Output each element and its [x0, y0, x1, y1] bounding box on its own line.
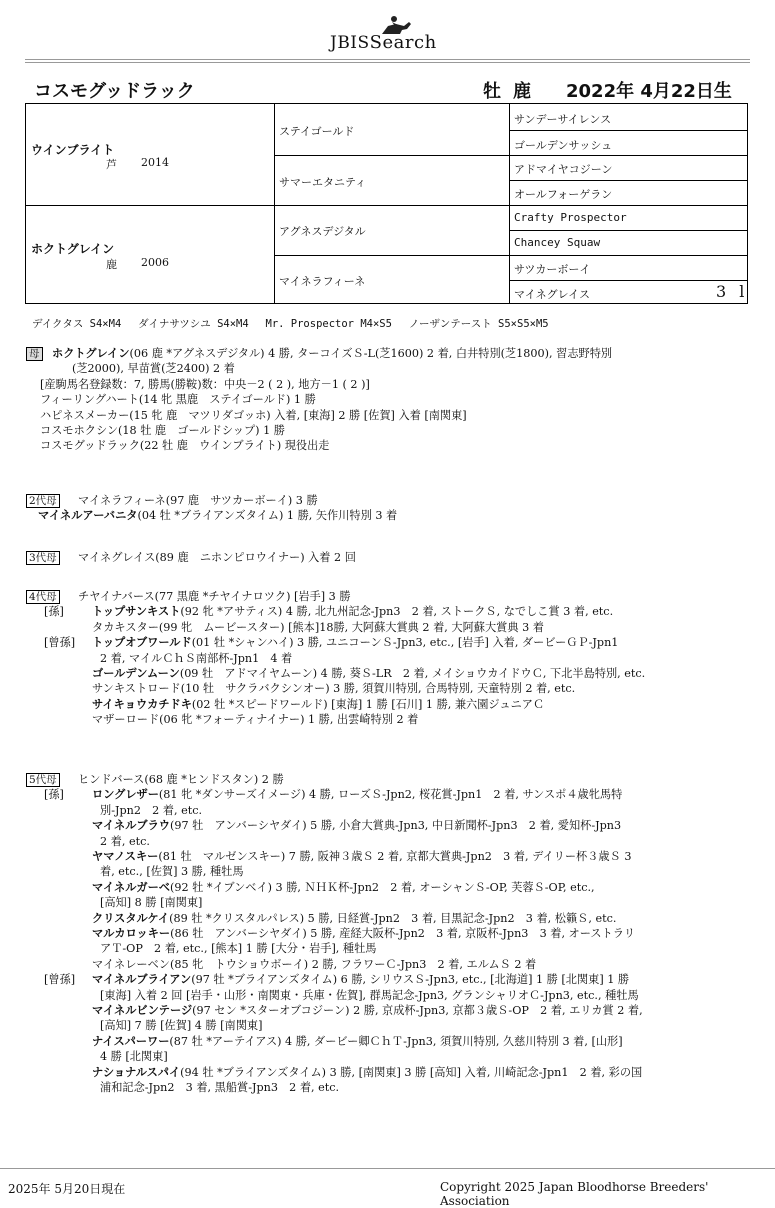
record-text: (81 牝 *ダンサーズイメージ) 4 勝, ローズＳ-Jpn2, 桜花賞-Jpn1 2 着, サンスポ４歳牝馬特: [158, 788, 623, 802]
record-line[interactable]: [52, 346, 612, 361]
record-line: [100, 941, 377, 956]
record-line: [40, 377, 370, 392]
record-line: [72, 361, 235, 376]
record-text: ヒンドバース(68 鹿 *ヒンドスタン) 2 勝: [78, 773, 284, 786]
record-line: [100, 988, 639, 1003]
record-text: タカキスター(99 牝 ムービースター) [熊本]18勝, 大阿蘇大賞典 2 着, 大阿蘇大賞典 3 着: [92, 620, 544, 634]
gen3-8[interactable]: マイネグレイス: [514, 288, 591, 301]
record-line[interactable]: [92, 926, 635, 941]
record-text: チヤイナバース(77 黒鹿 *チヤイナロツク) [岩手] 3 勝: [78, 590, 351, 603]
record-text: (02 牡 *スピードワールド) [東海] 1 勝 [石川] 1 勝, 兼六園ジュニアＣ: [191, 697, 545, 711]
horse-link[interactable]: クリスタルケイ: [92, 911, 170, 925]
record-line: [100, 1080, 339, 1095]
footer-copyright: Copyright 2025 Japan Bloodhorse Breeders' Association: [440, 1180, 709, 1208]
gen3-3[interactable]: アドマイヤコジーン: [514, 163, 613, 176]
record-text: (86 牡 アンバーシヤダイ) 5 勝, 産経大阪杯-Jpn2 3 着, 京阪杯-Jpn3 3 着, オーストラリ: [170, 927, 636, 940]
footer-date: 2025年 5月20日現在: [8, 1182, 126, 1196]
record-line[interactable]: [38, 508, 397, 523]
record-line: [100, 864, 244, 879]
record-text: マイネレーベン(85 牝 トウショウボーイ) 2 勝, フラワーＣ-Jpn3 2 着, エルムＳ 2 着: [92, 957, 537, 971]
gen3-2[interactable]: ゴールデンサッシュ: [514, 139, 613, 152]
record-line: [100, 834, 150, 849]
record-line: [40, 423, 285, 438]
record-text: コスモホクシン(18 牡 鹿 ゴールドシップ) 1 勝: [40, 424, 285, 437]
sire-name[interactable]: ウインブライト: [31, 143, 115, 157]
pedigree-table: [25, 103, 748, 304]
section-tag-label: 4代母: [26, 590, 60, 604]
record-text: 浦和記念-Jpn2 3 着, 黒船賞-Jpn3 2 着, etc.: [100, 1081, 340, 1094]
record-line: [100, 803, 202, 818]
logo-jbis: JBIS: [330, 33, 370, 53]
record-line[interactable]: [92, 787, 622, 802]
record-text: (09 牡 アドマイヤムーン) 4 勝, 葵Ｓ-LR 2 着, メイショウカイドウＣ, 下北半島特別, etc.: [179, 667, 646, 680]
horse-link[interactable]: ナイスパーワー: [92, 1034, 170, 1048]
record-line: [92, 620, 544, 635]
record-text: 4 勝 [北関東]: [100, 1050, 168, 1064]
record-text: コスモグッドラック(22 牡 鹿 ウインブライト) 現役出走: [40, 439, 330, 453]
record-text: (97 牡 アンバーシヤダイ) 5 勝, 小倉大賞典-Jpn3, 中日新聞杯-Jpn3 2 着, 愛知杯-Jpn3: [169, 819, 622, 833]
horse-link[interactable]: ナショナルスパイ: [92, 1065, 181, 1079]
section-tag-label: 母: [26, 347, 43, 361]
gen3-5[interactable]: Crafty Prospector: [514, 211, 627, 224]
gen3-6[interactable]: Chancey Squaw: [514, 236, 601, 249]
record-text: (94 牡 *ブライアンズタイム) 3 勝, [南関東] 3 勝 [高知] 入着, 川崎記念-Jpn1 2 着, 彩の国: [180, 1065, 643, 1079]
record-line: [92, 681, 575, 696]
record-line[interactable]: [92, 911, 616, 926]
record-text: (89 牡 *クリスタルパレス) 5 勝, 日経賞-Jpn2 3 着, 目黒記念-Jpn2 3 着, 松籟Ｓ, etc.: [169, 911, 617, 925]
section-tag: [26, 589, 66, 604]
gen2-sire-sire[interactable]: ステイゴールド: [279, 125, 355, 138]
record-text: マイネグレイス(89 鹿 ニホンピロウイナー) 入着 2 回: [78, 551, 356, 564]
logo-search: Search: [369, 32, 437, 53]
record-line[interactable]: [92, 849, 631, 864]
horse-link[interactable]: マイネルブラウ: [92, 819, 170, 833]
record-text: [東海] 入着 2 回 [岩手・山形・南関東・兵庫・佐賀], 群馬記念-Jpn3, グランシャリオＣ-Jpn3, etc., 種牡馬: [100, 988, 639, 1002]
horse-link[interactable]: ゴールデンムーン: [92, 667, 180, 680]
record-text: アＴ-OP 2 着, etc., [熊本] 1 勝 [大分・岩手], 種牡馬: [100, 942, 377, 956]
section-tag: [26, 772, 66, 787]
record-line: [100, 651, 292, 666]
record-line[interactable]: [92, 697, 544, 712]
record-line[interactable]: [92, 604, 613, 619]
record-line: [92, 712, 418, 727]
gen3-4[interactable]: オールフォーゲラン: [514, 188, 613, 201]
horse-link[interactable]: サイキョウカチドキ: [92, 697, 192, 711]
relation-prefix: [孫]: [44, 788, 64, 802]
section-tag: [26, 550, 66, 565]
horse-link[interactable]: トップサンキスト: [92, 605, 181, 619]
horse-link[interactable]: マイネルガーベ: [92, 880, 170, 894]
record-text: マザーロード(06 牝 *フォーティナイナー) 1 勝, 出雲崎特別 2 着: [92, 713, 419, 727]
record-text: サンキストロード(10 牡 サクラバクシンオー) 3 勝, 須賀川特別, 合馬特別, 天童特別 2 着, etc.: [92, 682, 576, 696]
record-line: [100, 1018, 262, 1033]
record-text: (04 牡 *ブライアンズタイム) 1 勝, 矢作川特別 3 着: [137, 509, 398, 523]
jbis-search-logo[interactable]: [330, 14, 470, 54]
record-line[interactable]: [92, 1034, 623, 1049]
dam-year: 2006: [141, 256, 169, 269]
horse-sex: 牡: [483, 81, 501, 102]
horse-link[interactable]: マルカロッキー: [92, 927, 171, 940]
horse-link[interactable]: ヤマノスキー: [92, 850, 159, 863]
dam-name[interactable]: ホクトグレイン: [31, 242, 115, 256]
gen2-sire-dam[interactable]: サマーエタニティ: [279, 176, 367, 189]
record-text: 2 着, etc.: [100, 834, 150, 848]
record-line: [78, 493, 318, 508]
record-text: (芝2000), 早苗賞(芝2400) 2 着: [72, 362, 235, 376]
record-text: ハピネスメーカー(15 牝 鹿 マツリダゴッホ) 入着, [東海] 2 勝 [佐賀] 入着 [南関東]: [40, 408, 467, 422]
horse-link[interactable]: マイネルアーバニタ: [38, 509, 138, 523]
section-tag: [26, 493, 66, 508]
relation-prefix: [曾孫]: [44, 636, 76, 650]
record-text: フィーリングハート(14 牝 黒鹿 ステイゴールド) 1 勝: [40, 393, 316, 407]
record-text: 2 着, マイルＣｈＳ南部杯-Jpn1 4 着: [100, 651, 293, 665]
record-line[interactable]: [92, 1065, 642, 1080]
record-text: 別-Jpn2 2 着, etc.: [100, 803, 203, 817]
record-line: [100, 895, 202, 910]
inbreeding-line: デイクタス S4×M4 ダイナサツシユ S4×M4 Mr. Prospector M4×S5 ノーザンテースト S5×S5×M5: [32, 318, 549, 330]
record-text: (87 牡 *アーテイアス) 4 勝, ダービー卿ＣｈＴ-Jpn3, 須賀川特別, 久慈川特別 3 着, [山形]: [169, 1034, 623, 1048]
sire-year: 2014: [141, 156, 169, 169]
record-text: (01 牡 *シャンハイ) 3 勝, ユニコーンＳ-Jpn3, etc., [岩手] 入着, ダービーＧＰ-Jpn1: [191, 636, 619, 650]
horse-name: コスモグッドラック: [34, 81, 195, 102]
gen3-1[interactable]: サンデーサイレンス: [514, 113, 612, 126]
record-line[interactable]: [92, 666, 645, 681]
record-line: [78, 550, 356, 565]
record-line: [78, 589, 351, 604]
family-number: 3 l: [716, 282, 749, 301]
footer-rule: [0, 1168, 775, 1169]
sire-color: 芦: [106, 158, 117, 171]
gen2-dam-sire[interactable]: アグネスデジタル: [279, 225, 366, 238]
record-line[interactable]: [92, 972, 629, 987]
horse-link[interactable]: ロングレザー: [92, 788, 159, 802]
record-line[interactable]: [92, 1003, 643, 1018]
record-line: [40, 408, 467, 423]
relation-prefix: [曾孫]: [44, 973, 76, 987]
record-line: [78, 772, 284, 787]
record-text: マイネラフィーネ(97 鹿 サツカーボーイ) 3 勝: [78, 494, 318, 507]
record-text: 着, etc., [佐賀] 3 勝, 種牡馬: [100, 865, 244, 879]
record-line: [40, 438, 330, 453]
logo-text: [330, 32, 437, 53]
dam-color: 鹿: [106, 258, 117, 271]
record-text: [高知] 8 勝 [南関東]: [100, 896, 203, 910]
header-rule-top: [25, 59, 750, 60]
record-line: [100, 1049, 168, 1064]
section-tag-label: 2代母: [26, 494, 60, 508]
horse-link[interactable]: トップオブワールド: [92, 636, 192, 650]
record-text: (92 牝 *アサティス) 4 勝, 北九州記念-Jpn3 2 着, ストークＳ, なでしこ賞 3 着, etc.: [180, 605, 614, 619]
record-line[interactable]: [92, 880, 595, 895]
horse-link[interactable]: マイネルビンテージ: [92, 1004, 193, 1017]
relation-prefix: [孫]: [44, 605, 64, 619]
header-rule-bottom: [25, 62, 750, 63]
section-tag-label: 5代母: [26, 773, 60, 787]
record-text: (81 牡 マルゼンスキー) 7 勝, 阪神３歳Ｓ 2 着, 京都大賞典-Jpn2 3 着, デイリー杯３歳Ｓ 3: [158, 850, 632, 863]
record-text: (92 牡 *イブンベイ) 3 勝, ＮＨＫ杯-Jpn2 2 着, オーシャンＳ-OP, 芙蓉Ｓ-OP, etc.,: [169, 880, 595, 894]
gen2-dam-dam[interactable]: マイネラフィーネ: [279, 275, 366, 288]
record-text: (97 セン *スターオブコジーン) 2 勝, 京成杯-Jpn3, 京都３歳Ｓ-OP 2 着, エリカ賞 2 着,: [192, 1004, 643, 1017]
record-text: [産駒馬名登録数：7, 勝馬(勝鞍)数：中央－2 ( 2 ), 地方－1 ( 2 )]: [40, 377, 370, 391]
record-line[interactable]: [92, 635, 618, 650]
record-text: (97 牡 *ブライアンズタイム) 6 勝, シリウスＳ-Jpn3, etc., [北海道] 1 勝 [北関東] 1 勝: [191, 973, 630, 987]
record-line: [40, 392, 316, 407]
section-tag: [26, 346, 49, 361]
horse-link[interactable]: ホクトグレイン: [52, 347, 130, 360]
horse-color: 鹿: [513, 81, 531, 102]
record-text: (06 鹿 *アグネスデジタル) 4 勝, ターコイズＳ-L(芝1600) 2 着, 白井特別(芝1800), 習志野特別: [129, 347, 613, 360]
horse-link[interactable]: マイネルブライアン: [92, 973, 192, 987]
record-line[interactable]: [92, 818, 621, 833]
horse-birthdate: 2022年 4月22日生: [566, 81, 732, 102]
gen3-7[interactable]: サツカーボーイ: [514, 263, 591, 276]
section-tag-label: 3代母: [26, 551, 60, 565]
record-text: [高知] 7 勝 [佐賀] 4 勝 [南関東]: [100, 1019, 263, 1033]
record-line: [92, 957, 536, 972]
